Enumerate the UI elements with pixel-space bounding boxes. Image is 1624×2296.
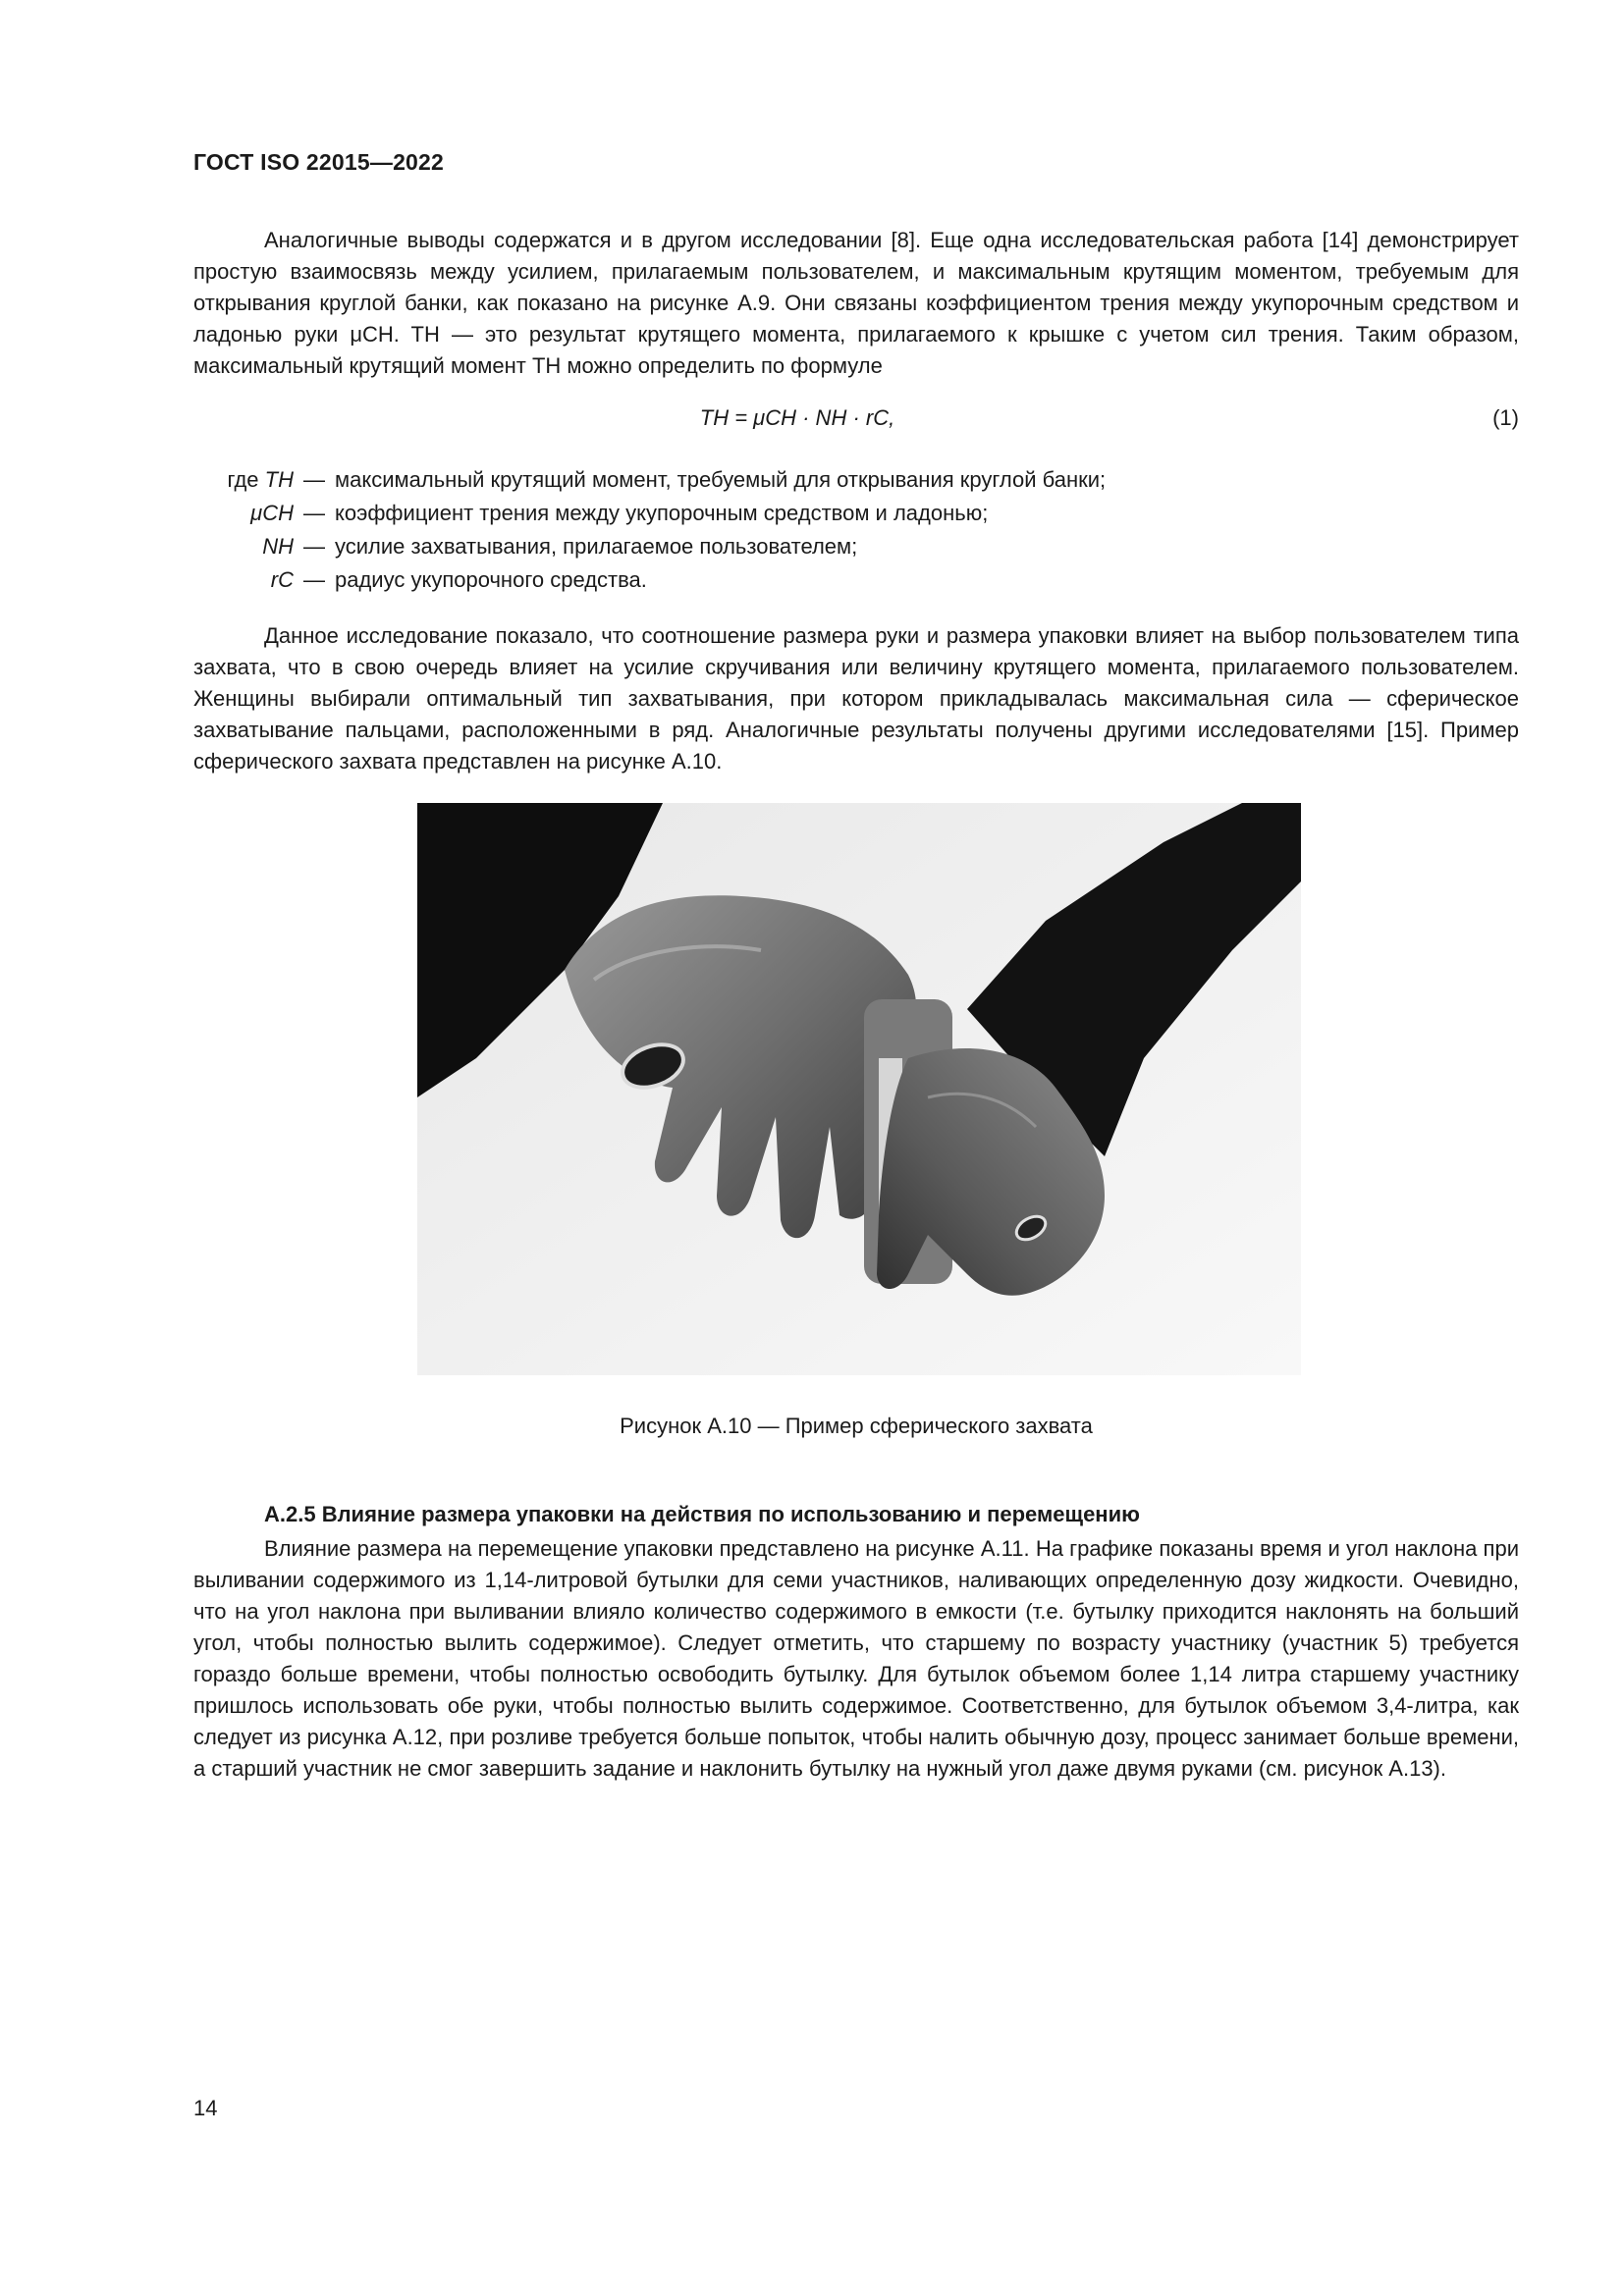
hands-photo-illustration bbox=[417, 803, 1301, 1375]
legend-symbol: μCH bbox=[250, 501, 294, 525]
paragraph-section: Влияние размера на перемещение упаковки представлено на рисунке А.11. На графике показаны время и угол наклона при выливании содержимого из 1,14-литровой бутылки для семи участников, наливающих определенную дозу жидкости. Очевидно, что на угол наклона при выливании влияло количество содержимого в емкости (т.е. бутылку приходится наклонять на больший угол, чтобы полностью вылить содержимое). Следует отметить, что старшему по возрасту участнику (участник 5) требуется гораздо больше времени, чтобы полностью освободить бутылку. Для бутылок объемом более 1,14 литра старшему участнику пришлось использовать обе руки, чтобы полностью вылить содержимое. Соответственно, для бутылок объемом 3,4-литра, как следует из рисунка А.12, при розливе требуется больше попыток, чтобы налить обычную дозу, процесс занимает больше времени, а старший участник не смог завершить задание и наклонить бутылку на нужный угол даже двумя руками (см. рисунок А.13). bbox=[193, 1536, 1519, 1781]
legend-text: радиус укупорочного средства. bbox=[335, 567, 647, 592]
document-header: ГОСТ ISO 22015—2022 bbox=[193, 149, 445, 175]
figure-photo-spherical-grip bbox=[417, 803, 1301, 1375]
legend-text: максимальный крутящий момент, требуемый для открывания круглой банки; bbox=[335, 467, 1107, 492]
legend-dash: — bbox=[303, 501, 325, 525]
legend-dash: — bbox=[303, 534, 325, 559]
legend-text: коэффициент трения между укупорочным средством и ладонью; bbox=[335, 501, 989, 525]
legend-row bbox=[193, 563, 1106, 597]
formula-expression: TH = μCH · NH · rC, bbox=[699, 405, 895, 430]
legend-symbol: где TH bbox=[227, 467, 294, 492]
legend-row bbox=[193, 463, 1106, 497]
legend-symbol: rC bbox=[270, 567, 294, 592]
paragraph-intro: Аналогичные выводы содержатся и в другом исследовании [8]. Еще одна исследовательская работа [14] демонстрирует простую взаимосвязь между усилием, прилагаемым пользователем, и максимальным крутящим моментом, требуемым для открывания круглой банки, как показано на рисунке А.9. Они связаны коэффициентом трения между укупорочным средством и ладонью руки μCH. TH — это результат крутящего момента, прилагаемого к крышке с учетом сил трения. Таким образом, максимальный крутящий момент TH можно определить по формуле bbox=[193, 228, 1519, 378]
legend-text: усилие захватывания, прилагаемое пользователем; bbox=[335, 534, 858, 559]
figure-caption: Рисунок А.10 — Пример сферического захвата bbox=[620, 1414, 1093, 1438]
paragraph-study: Данное исследование показало, что соотношение размера руки и размера упаковки влияет на выбор пользователем типа захвата, что в свою очередь влияет на усилие скручивания или величину крутящего момента, прилагаемого пользователем. Женщины выбирали оптимальный тип захватывания, при котором прикладывалась максимальная сила — сферическое захватывание пальцами, расположенными в ряд. Аналогичные результаты получены другими исследователями [15]. Пример сферического захвата представлен на рисунке А.10. bbox=[193, 623, 1519, 774]
formula-number: (1) bbox=[1492, 405, 1519, 430]
section-heading: А.2.5 Влияние размера упаковки на действия по использованию и перемещению bbox=[264, 1502, 1140, 1526]
legend-row bbox=[193, 530, 1106, 563]
legend-symbol: NH bbox=[262, 534, 294, 559]
formula-block bbox=[193, 402, 1519, 434]
page-number: 14 bbox=[193, 2096, 218, 2120]
legend-row bbox=[193, 497, 1106, 530]
legend-dash: — bbox=[303, 467, 325, 492]
formula-legend bbox=[193, 463, 1106, 597]
legend-dash: — bbox=[303, 567, 325, 592]
